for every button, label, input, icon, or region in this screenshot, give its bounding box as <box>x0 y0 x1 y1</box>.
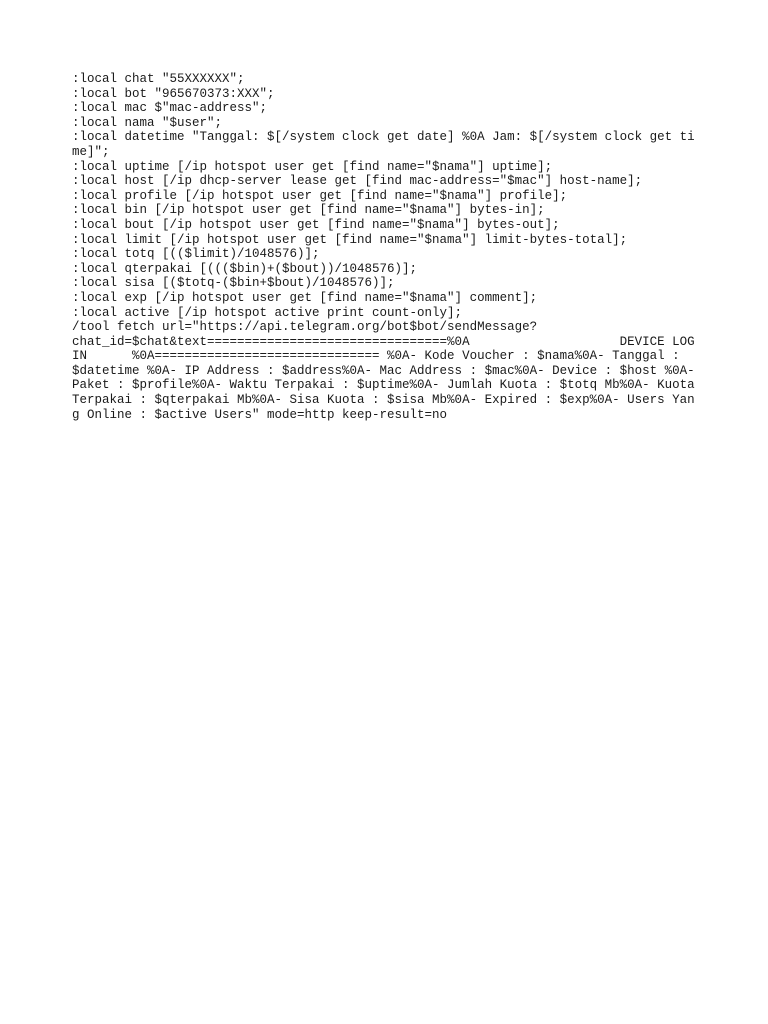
code-line-nama: :local nama "$user"; <box>72 115 223 130</box>
code-line-sisa: :local sisa [($totq-($bin+$bout)/1048576)]; <box>72 276 395 291</box>
code-line-exp: :local exp [/ip hotspot user get [find name="$nama"] comment]; <box>72 290 538 305</box>
code-line-uptime: :local uptime [/ip hotspot user get [find name="$nama"] uptime]; <box>72 159 553 174</box>
code-line-chat: :local chat "55XXXXXX"; <box>72 72 245 86</box>
code-line-bot: :local bot "965670373:XXX"; <box>72 86 275 101</box>
code-line-bout: :local bout [/ip hotspot user get [find name="$nama"] bytes-out]; <box>72 217 560 232</box>
code-line-profile: :local profile [/ip hotspot user get [find name="$nama"] profile]; <box>72 188 568 203</box>
code-line-fetch-url: /tool fetch url="https://api.telegram.org/bot$bot/sendMessage? <box>72 320 538 335</box>
code-line-limit: :local limit [/ip hotspot user get [find name="$nama"] limit-bytes-total]; <box>72 232 628 247</box>
code-line-mac: :local mac $"mac-address"; <box>72 101 268 116</box>
code-line-fetch-params: chat_id=$chat&text================================%0A DEVICE LOGIN %0A============================== %0A- Kode Voucher : $nama%0A- Tanggal : $datetime %0A- IP Address : $address%0A- Mac Address : $mac%0A- Device : $host %0A- Paket : $profile%0A- Waktu Terpakai : $uptime%0A- Jumlah Kuota : $totq Mb%0A- Kuota Terpakai : $qterpakai Mb%0A- Sisa Kuota : $sisa Mb%0A- Expired : $exp%0A- Users Yang Online : $active Users" mode=http keep-result=no <box>72 334 703 422</box>
script-code-block <box>72 72 702 422</box>
code-line-active: :local active [/ip hotspot active print count-only]; <box>72 305 463 320</box>
code-line-host: :local host [/ip dhcp-server lease get [find mac-address="$mac"] host-name]; <box>72 174 643 189</box>
code-line-qterpakai: :local qterpakai [((($bin)+($bout))/1048576)]; <box>72 261 418 276</box>
code-line-datetime: :local datetime "Tanggal: $[/system clock get date] %0A Jam: $[/system clock get time]"; <box>72 130 695 159</box>
code-line-totq: :local totq [(($limit)/1048576)]; <box>72 247 320 262</box>
code-line-bin: :local bin [/ip hotspot user get [find name="$nama"] bytes-in]; <box>72 203 545 218</box>
